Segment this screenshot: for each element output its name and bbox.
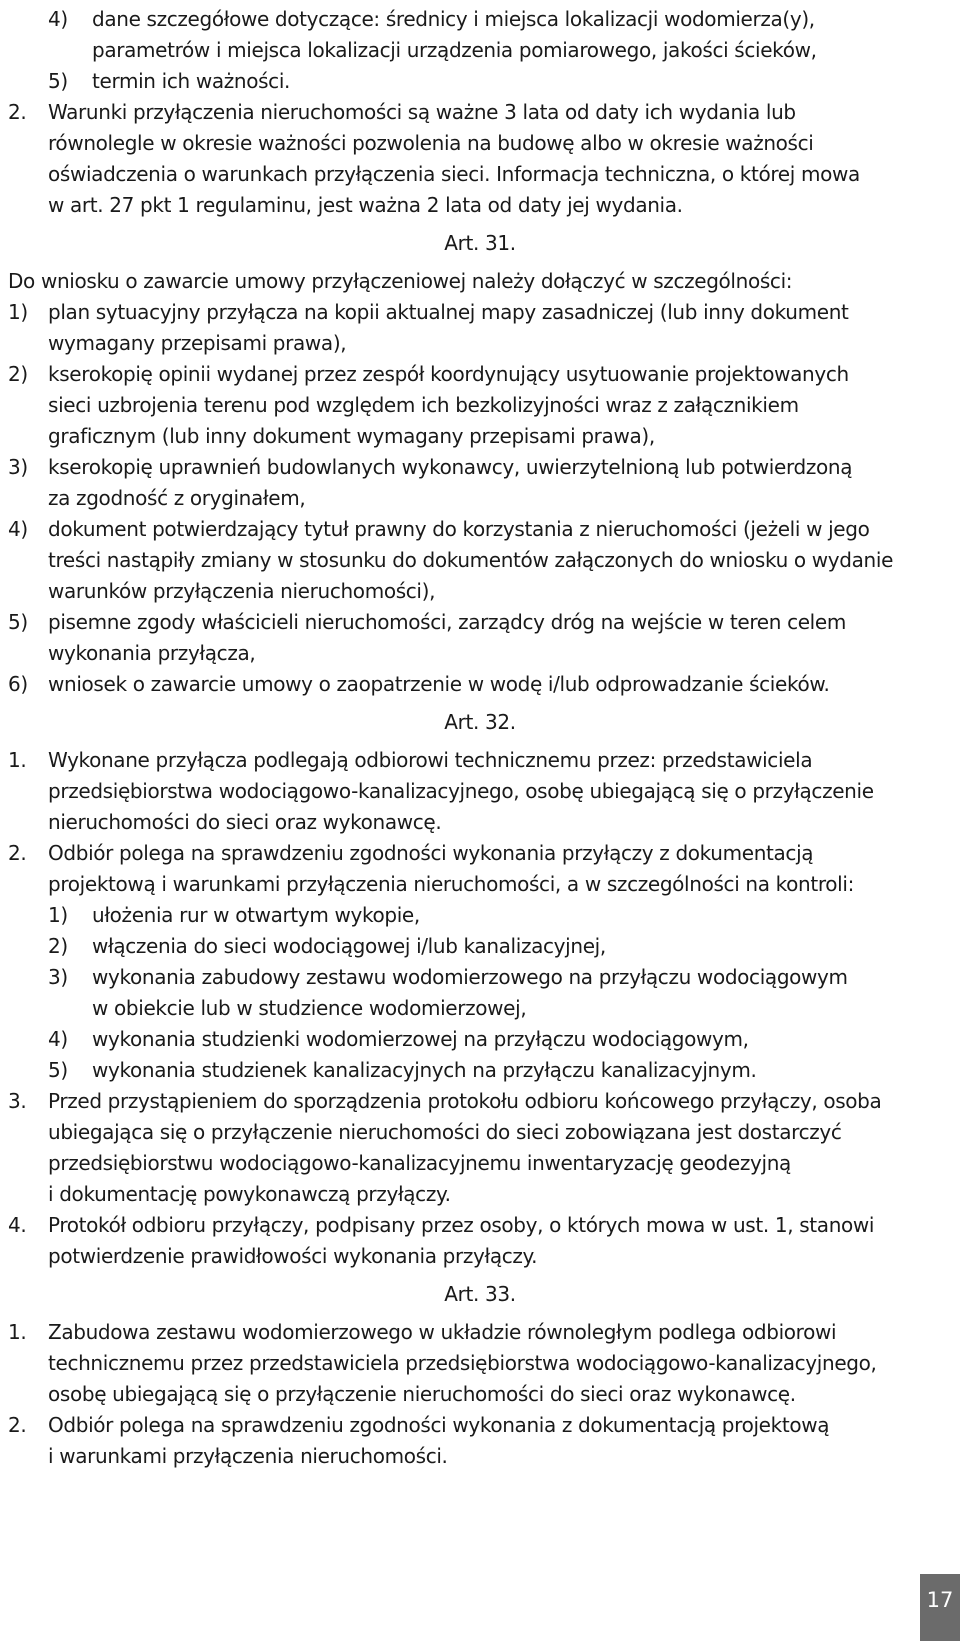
document-body bbox=[0, 4, 960, 1472]
line-text: w obiekcie lub w studzience wodomierzowej, bbox=[92, 996, 527, 1020]
line-text: Wykonane przyłącza podlegają odbiorowi technicznemu przez: przedstawiciela bbox=[48, 748, 813, 772]
line-text: równolegle w okresie ważności pozwolenia na budowę albo w okresie ważności bbox=[48, 131, 814, 155]
list-marker: 4) bbox=[48, 1027, 68, 1051]
text-line bbox=[0, 1241, 960, 1272]
text-line bbox=[0, 669, 960, 700]
line-text: ułożenia rur w otwartym wykopie, bbox=[92, 903, 420, 927]
line-text: parametrów i miejsca lokalizacji urządzenia pomiarowego, jakości ścieków, bbox=[92, 38, 817, 62]
line-text: Do wniosku o zawarcie umowy przyłączeniowej należy dołączyć w szczególności: bbox=[8, 269, 793, 293]
article-heading-text: Art. 32. bbox=[444, 710, 516, 734]
article-heading bbox=[0, 707, 960, 738]
line-text: wykonania studzienek kanalizacyjnych na przyłączu kanalizacyjnym. bbox=[92, 1058, 757, 1082]
text-line bbox=[0, 1379, 960, 1410]
line-text: wniosek o zawarcie umowy o zaopatrzenie w wodę i/lub odprowadzanie ścieków. bbox=[48, 672, 830, 696]
sub-list-line bbox=[0, 962, 960, 993]
article-heading bbox=[0, 1279, 960, 1310]
line-text: potwierdzenie prawidłowości wykonania przyłączy. bbox=[48, 1244, 538, 1268]
text-line bbox=[0, 545, 960, 576]
text-line bbox=[0, 514, 960, 545]
text-line bbox=[0, 452, 960, 483]
text-line bbox=[0, 359, 960, 390]
line-text: przedsiębiorstwa wodociągowo-kanalizacyjnego, osobę ubiegającą się o przyłączenie bbox=[48, 779, 874, 803]
line-text: i dokumentację powykonawczą przyłączy. bbox=[48, 1182, 451, 1206]
page-number: 17 bbox=[926, 1588, 954, 1612]
list-marker: 1. bbox=[8, 1320, 27, 1344]
article-heading bbox=[0, 228, 960, 259]
text-line bbox=[0, 421, 960, 452]
page-number-badge bbox=[920, 1574, 960, 1641]
text-line bbox=[0, 1179, 960, 1210]
line-text: Warunki przyłączenia nieruchomości są ważne 3 lata od daty ich wydania lub bbox=[48, 100, 796, 124]
line-text: osobę ubiegającą się o przyłączenie nieruchomości do sieci oraz wykonawcę. bbox=[48, 1382, 796, 1406]
text-line bbox=[0, 483, 960, 514]
sub-list-line bbox=[0, 900, 960, 931]
line-text: wymagany przepisami prawa), bbox=[48, 331, 347, 355]
line-text: i warunkami przyłączenia nieruchomości. bbox=[48, 1444, 448, 1468]
line-text: włączenia do sieci wodociągowej i/lub kanalizacyjnej, bbox=[92, 934, 606, 958]
text-line bbox=[0, 1348, 960, 1379]
article-heading-text: Art. 31. bbox=[444, 231, 516, 255]
text-line bbox=[0, 97, 960, 128]
list-marker: 2) bbox=[48, 934, 68, 958]
line-text: dane szczegółowe dotyczące: średnicy i miejsca lokalizacji wodomierza(y), bbox=[92, 7, 815, 31]
text-line bbox=[0, 159, 960, 190]
list-marker: 1) bbox=[48, 903, 68, 927]
line-text: Zabudowa zestawu wodomierzowego w układzie równoległym podlega odbiorowi bbox=[48, 1320, 837, 1344]
list-marker: 3) bbox=[8, 455, 28, 479]
line-text: nieruchomości do sieci oraz wykonawcę. bbox=[48, 810, 442, 834]
text-line bbox=[0, 607, 960, 638]
list-marker: 4) bbox=[8, 517, 28, 541]
list-marker: 2. bbox=[8, 1413, 27, 1437]
text-line bbox=[0, 1441, 960, 1472]
text-line bbox=[0, 390, 960, 421]
line-text: dokument potwierdzający tytuł prawny do korzystania z nieruchomości (jeżeli w jego bbox=[48, 517, 870, 541]
line-text: termin ich ważności. bbox=[92, 69, 291, 93]
line-text: graficznym (lub inny dokument wymagany przepisami prawa), bbox=[48, 424, 655, 448]
text-line bbox=[0, 328, 960, 359]
line-text: Odbiór polega na sprawdzeniu zgodności wykonania z dokumentacją projektową bbox=[48, 1413, 830, 1437]
line-text: technicznemu przez przedstawiciela przedsiębiorstwa wodociągowo-kanalizacyjnego, bbox=[48, 1351, 877, 1375]
line-text: Przed przystąpieniem do sporządzenia protokołu odbioru końcowego przyłączy, osoba bbox=[48, 1089, 882, 1113]
list-marker: 2) bbox=[8, 362, 28, 386]
line-text: wykonania studzienki wodomierzowej na przyłączu wodociągowym, bbox=[92, 1027, 749, 1051]
text-line bbox=[0, 1086, 960, 1117]
list-marker: 3. bbox=[8, 1089, 27, 1113]
text-line bbox=[0, 869, 960, 900]
list-marker: 3) bbox=[48, 965, 68, 989]
line-text: projektową i warunkami przyłączenia nieruchomości, a w szczególności na kontroli: bbox=[48, 872, 854, 896]
article-heading-text: Art. 33. bbox=[444, 1282, 516, 1306]
line-text: kserokopię opinii wydanej przez zespół koordynujący usytuowanie projektowanych bbox=[48, 362, 849, 386]
text-line bbox=[0, 745, 960, 776]
text-line bbox=[0, 266, 960, 297]
list-marker: 1) bbox=[8, 300, 28, 324]
line-text: oświadczenia o warunkach przyłączenia sieci. Informacja techniczna, o której mowa bbox=[48, 162, 860, 186]
text-line bbox=[0, 638, 960, 669]
text-line bbox=[0, 4, 960, 35]
list-marker: 1. bbox=[8, 748, 27, 772]
text-line bbox=[0, 807, 960, 838]
line-text: przedsiębiorstwu wodociągowo-kanalizacyjnemu inwentaryzację geodezyjną bbox=[48, 1151, 791, 1175]
line-text: Odbiór polega na sprawdzeniu zgodności wykonania przyłączy z dokumentacją bbox=[48, 841, 814, 865]
line-text: kserokopię uprawnień budowlanych wykonawcy, uwierzytelnioną lub potwierdzoną bbox=[48, 455, 853, 479]
sub-list-line bbox=[0, 1024, 960, 1055]
text-line bbox=[0, 776, 960, 807]
list-marker: 5) bbox=[48, 69, 68, 93]
text-line bbox=[0, 66, 960, 97]
sub-list-line bbox=[0, 993, 960, 1024]
line-text: treści nastąpiły zmiany w stosunku do dokumentów załączonych do wniosku o wydanie bbox=[48, 548, 894, 572]
line-text: za zgodność z oryginałem, bbox=[48, 486, 306, 510]
list-marker: 2. bbox=[8, 841, 27, 865]
text-line bbox=[0, 297, 960, 328]
line-text: wykonania przyłącza, bbox=[48, 641, 256, 665]
list-marker: 4) bbox=[48, 7, 68, 31]
list-marker: 2. bbox=[8, 100, 27, 124]
sub-list-line bbox=[0, 1055, 960, 1086]
line-text: warunków przyłączenia nieruchomości), bbox=[48, 579, 436, 603]
line-text: Protokół odbioru przyłączy, podpisany przez osoby, o których mowa w ust. 1, stanowi bbox=[48, 1213, 875, 1237]
text-line bbox=[0, 128, 960, 159]
line-text: pisemne zgody właścicieli nieruchomości, zarządcy dróg na wejście w teren celem bbox=[48, 610, 846, 634]
line-text: plan sytuacyjny przyłącza na kopii aktualnej mapy zasadniczej (lub inny dokument bbox=[48, 300, 849, 324]
text-line bbox=[0, 1410, 960, 1441]
list-marker: 5) bbox=[8, 610, 28, 634]
text-line bbox=[0, 576, 960, 607]
text-line bbox=[0, 1210, 960, 1241]
list-marker: 4. bbox=[8, 1213, 27, 1237]
list-marker: 5) bbox=[48, 1058, 68, 1082]
list-marker: 6) bbox=[8, 672, 28, 696]
line-text: sieci uzbrojenia terenu pod względem ich bezkolizyjności wraz z załącznikiem bbox=[48, 393, 799, 417]
text-line bbox=[0, 35, 960, 66]
line-text: ubiegająca się o przyłączenie nieruchomości do sieci zobowiązana jest dostarczyć bbox=[48, 1120, 842, 1144]
line-text: w art. 27 pkt 1 regulaminu, jest ważna 2 lata od daty jej wydania. bbox=[48, 193, 683, 217]
sub-list-line bbox=[0, 931, 960, 962]
text-line bbox=[0, 190, 960, 221]
text-line bbox=[0, 1148, 960, 1179]
text-line bbox=[0, 838, 960, 869]
text-line bbox=[0, 1117, 960, 1148]
line-text: wykonania zabudowy zestawu wodomierzowego na przyłączu wodociągowym bbox=[92, 965, 848, 989]
text-line bbox=[0, 1317, 960, 1348]
